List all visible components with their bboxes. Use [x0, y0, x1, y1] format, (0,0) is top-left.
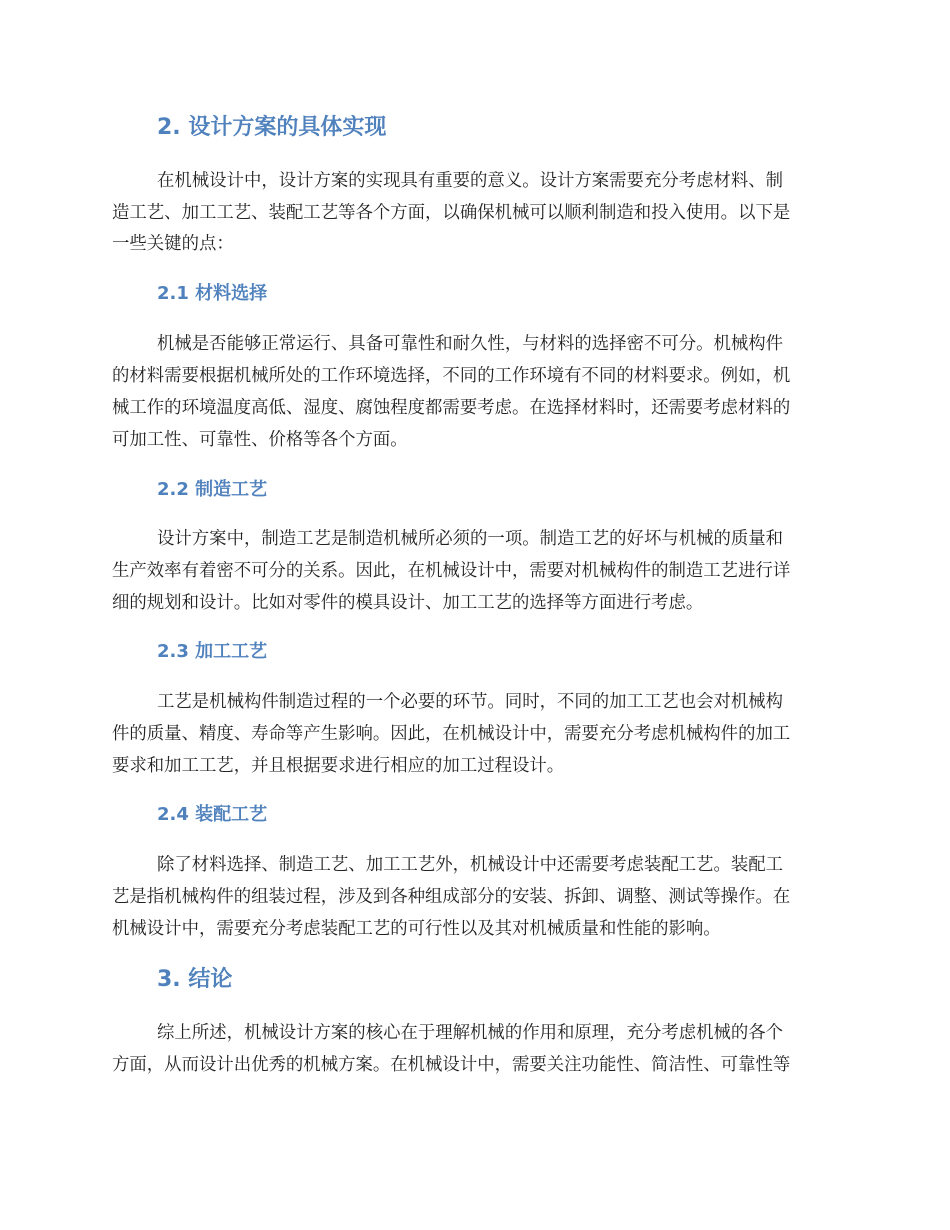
section-heading-3: 3. 结论	[157, 967, 233, 992]
section-heading-2: 2. 设计方案的具体实现	[157, 115, 387, 140]
paragraph-line: 细的规划和设计。比如对零件的模具设计、加工工艺的选择等方面进行考虑。	[112, 593, 704, 613]
paragraph-line: 除了材料选择、制造工艺、加工工艺外，机械设计中还需要考虑装配工艺。装配工	[157, 855, 784, 875]
paragraph-line: 可加工性、可靠性、价格等各个方面。	[112, 430, 408, 450]
section-heading-2-3: 2.3 加工工艺	[157, 641, 268, 662]
paragraph-line: 造工艺、加工工艺、装配工艺等各个方面，以确保机械可以顺利制造和投入使用。以下是	[112, 203, 791, 223]
paragraph-line: 综上所述，机械设计方案的核心在于理解机械的作用和原理，充分考虑机械的各个	[157, 1023, 784, 1043]
paragraph-line: 工艺是机械构件制造过程的一个必要的环节。同时，不同的加工工艺也会对机械构	[157, 692, 784, 712]
paragraph-line: 生产效率有着密不可分的关系。因此，在机械设计中，需要对机械构件的制造工艺进行详	[112, 561, 791, 581]
paragraph-line: 机械是否能够正常运行、具备可靠性和耐久性，与材料的选择密不可分。机械构件	[157, 334, 784, 354]
paragraph-line: 的材料需要根据机械所处的工作环境选择，不同的工作环境有不同的材料要求。例如，机	[112, 366, 791, 386]
paragraph-line: 方面，从而设计出优秀的机械方案。在机械设计中，需要关注功能性、简洁性、可靠性等	[112, 1055, 791, 1075]
paragraph-line: 一些关键的点：	[112, 234, 234, 254]
section-heading-2-2: 2.2 制造工艺	[157, 479, 268, 500]
paragraph-line: 设计方案中，制造工艺是制造机械所必须的一项。制造工艺的好坏与机械的质量和	[157, 529, 784, 549]
paragraph-line: 要求和加工工艺，并且根据要求进行相应的加工过程设计。	[112, 756, 565, 776]
paragraph-line: 械工作的环境温度高低、湿度、腐蚀程度都需要考虑。在选择材料时，还需要考虑材料的	[112, 398, 791, 418]
section-heading-2-1: 2.1 材料选择	[157, 283, 268, 304]
paragraph-line: 艺是指机械构件的组装过程，涉及到各种组成部分的安装、拆卸、调整、测试等操作。在	[112, 887, 791, 907]
section-heading-2-4: 2.4 装配工艺	[157, 804, 268, 825]
paragraph-line: 机械设计中，需要充分考虑装配工艺的可行性以及其对机械质量和性能的影响。	[112, 919, 721, 939]
paragraph-line: 件的质量、精度、寿命等产生影响。因此，在机械设计中，需要充分考虑机械构件的加工	[112, 724, 791, 744]
paragraph-line: 在机械设计中，设计方案的实现具有重要的意义。设计方案需要充分考虑材料、制	[157, 171, 784, 191]
